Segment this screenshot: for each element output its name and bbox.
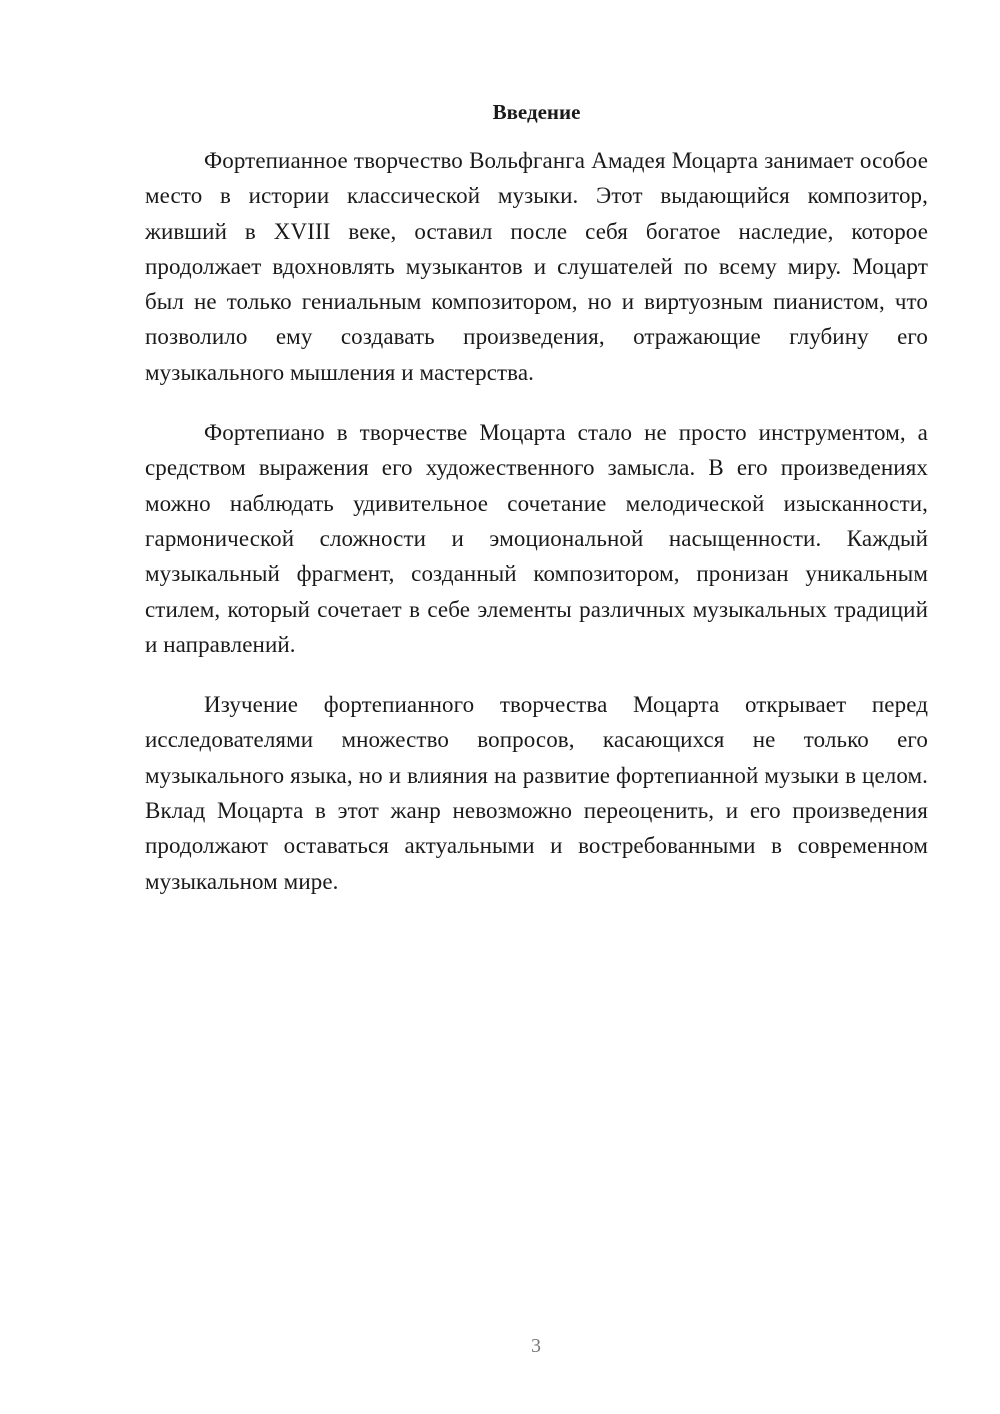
body-text	[145, 143, 928, 924]
paragraph-1: Фортепианное творчество Вольфганга Амадея Моцарта занимает особое место в истории классической музыки. Этот выдающийся композитор, живший в XVIII веке, оставил после себя богатое наследие, которое продолжает вдохновлять музыкантов и слушателей по всему миру. Моцарт был не только гениальным композитором, но и виртуозным пианистом, что позволило ему создавать произведения, отражающие глубину его музыкального мышления и мастерства.	[145, 148, 928, 385]
page-number: 3	[531, 1335, 541, 1357]
paragraph-3: Изучение фортепианного творчества Моцарта открывает перед исследователями множество вопросов, касающихся не только его музыкального языка, но и влияния на развитие фортепианной музыки в целом. Вклад Моцарта в этот жанр невозможно переоценить, и его произведения продолжают оставаться актуальными и востребованными в современном музыкальном мире.	[145, 692, 928, 894]
paragraph-2: Фортепиано в творчестве Моцарта стало не просто инструментом, а средством выражения его художественного замысла. В его произведениях можно наблюдать удивительное сочетание мелодической изысканности, гармонической сложности и эмоциональной насыщенности. Каждый музыкальный фрагмент, созданный композитором, пронизан уникальным стилем, который сочетает в себе элементы различных музыкальных традиций и направлений.	[145, 420, 928, 657]
section-heading: Введение	[492, 100, 581, 124]
